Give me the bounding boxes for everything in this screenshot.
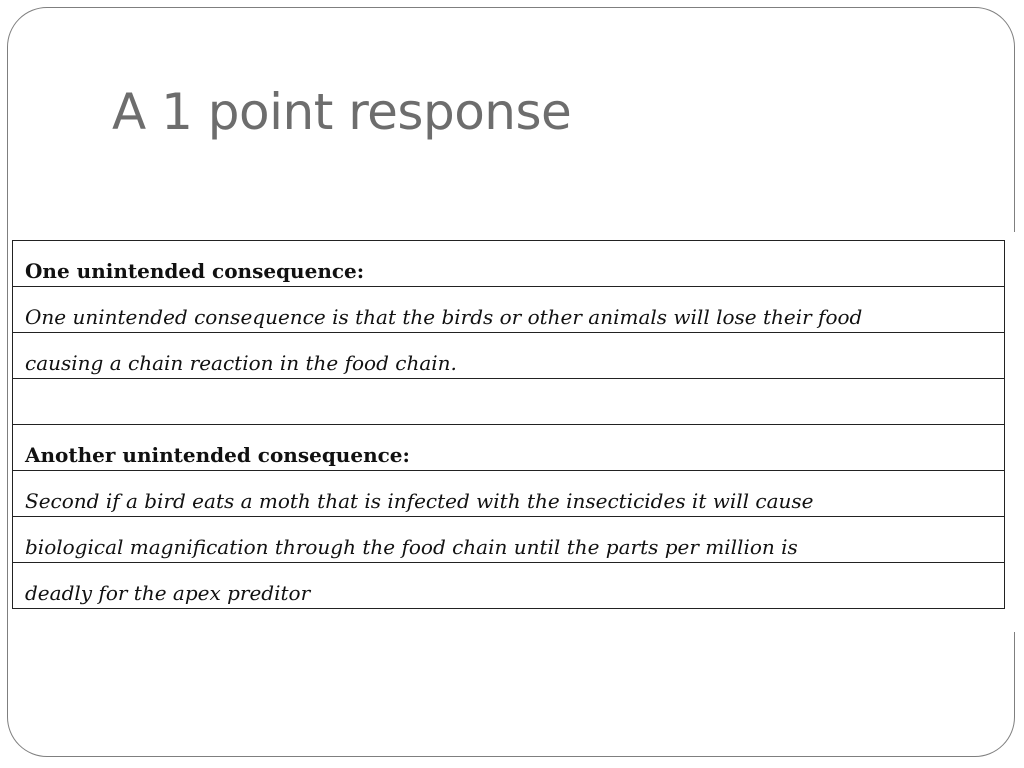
table-row xyxy=(13,517,1005,563)
second-consequence-answer-line: deadly for the apex preditor xyxy=(13,563,1005,609)
second-consequence-heading: Another unintended consequence: xyxy=(13,425,1005,471)
first-consequence-answer-line: One unintended consequence is that the birds or other animals will lose their food xyxy=(13,287,1005,333)
student-response-image xyxy=(10,232,1017,632)
table-row xyxy=(13,287,1005,333)
table-row xyxy=(13,471,1005,517)
table-row xyxy=(13,241,1005,287)
blank-answer-line xyxy=(13,379,1005,425)
table-row xyxy=(13,563,1005,609)
table-row xyxy=(13,425,1005,471)
first-consequence-heading: One unintended consequence: xyxy=(13,241,1005,287)
slide-title: A 1 point response xyxy=(112,83,572,141)
second-consequence-answer-line: biological magnification through the food chain until the parts per million is xyxy=(13,517,1005,563)
response-table xyxy=(12,240,1005,609)
table-row xyxy=(13,379,1005,425)
first-consequence-answer-line: causing a chain reaction in the food chain. xyxy=(13,333,1005,379)
table-row xyxy=(13,333,1005,379)
second-consequence-answer-line: Second if a bird eats a moth that is infected with the insecticides it will cause xyxy=(13,471,1005,517)
